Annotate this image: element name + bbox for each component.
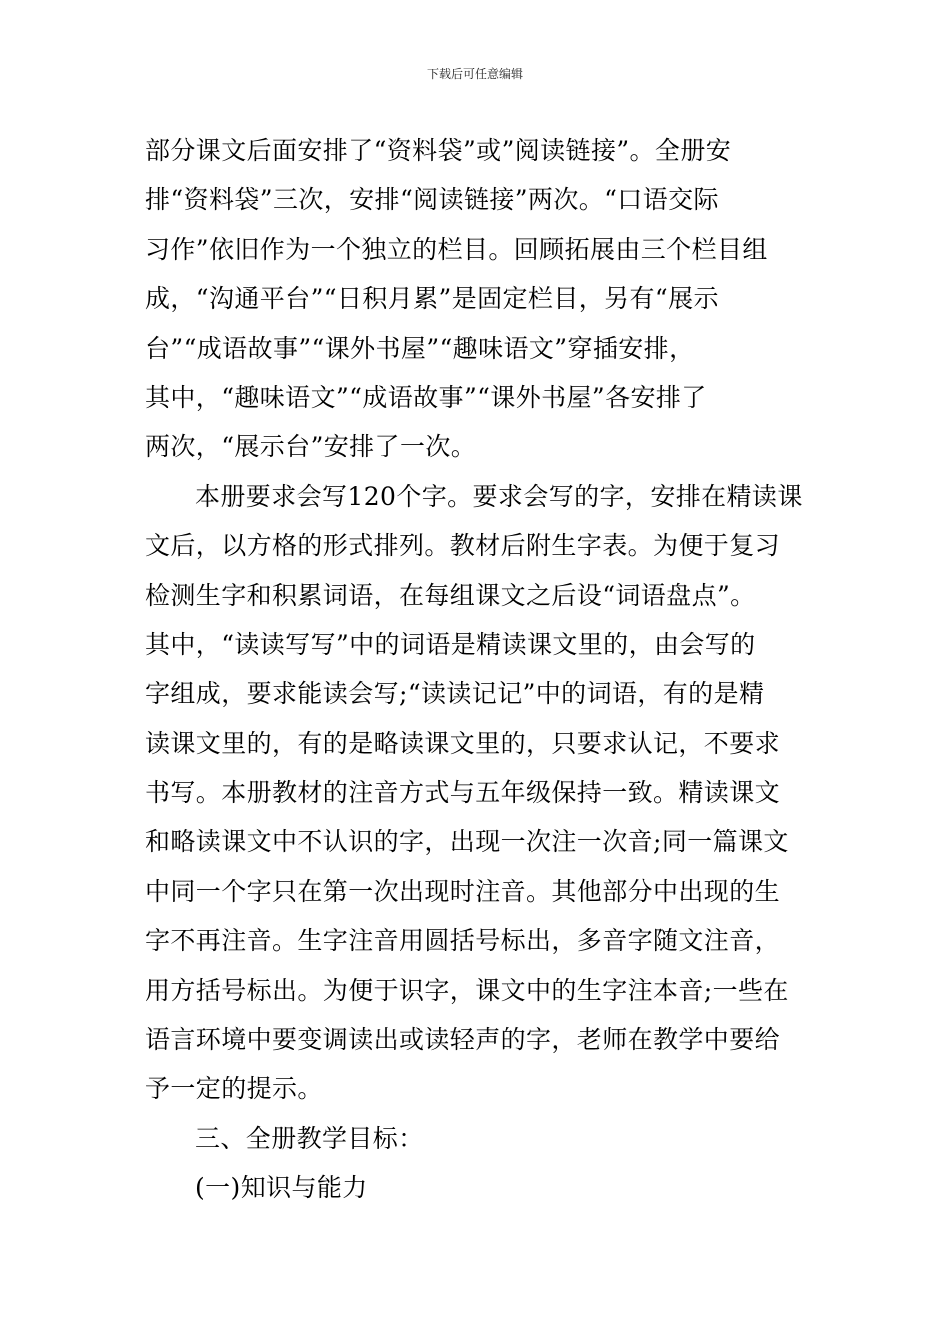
text-line: 排“资料袋”三次，安排“阅读链接”两次。“口语交际 [145,185,719,215]
text-line: 台”“成语故事”“课外书屋”“趣味语文”穿插安排， [145,333,695,363]
text-line: 其中，“读读写写”中的词语是精读课文里的，由会写的 [145,629,756,659]
text-line: 字组成，要求能读会写;“读读记记”中的词语，有的是精 [145,679,765,709]
text-line: 习作”依旧作为一个独立的栏目。回顾拓展由三个栏目组 [145,234,768,264]
text-line: 语言环境中要变调读出或读轻声的字，老师在教学中要给 [145,1025,781,1055]
text-line: 予一定的提示。 [145,1074,323,1104]
text-line: 成，“沟通平台”“日积月累”是固定栏目，另有“展示 [145,284,719,314]
document-body [145,126,810,1213]
page-header-note: 下载后可任意编辑 [426,67,523,81]
paragraph-start-line: 本册要求会写120个字。要求会写的字，安排在精读课 [195,481,803,511]
section-heading: 三、全册教学目标： [195,1123,424,1153]
text-line: 两次，“展示台”安排了一次。 [145,432,477,462]
text-line: 检测生字和积累词语，在每组课文之后设“词语盘点”。 [145,580,756,610]
text-line: 中同一个字只在第一次出现时注音。其他部分中出现的生 [145,876,781,906]
text-line: 其中，“趣味语文”“成语故事”“课外书屋”各安排了 [145,382,707,412]
text-line: 和略读课文中不认识的字，出现一次注一次音;同一篇课文 [145,827,789,857]
text-line: 字不再注音。生字注音用圆括号标出，多音字随文注音， [145,926,781,956]
text-line: 文后，以方格的形式排列。教材后附生字表。为便于复习 [145,531,781,561]
subsection-heading: (一)知识与能力 [195,1173,368,1203]
text-line: 用方括号标出。为便于识字，课文中的生字注本音;一些在 [145,975,789,1005]
text-line: 书写。本册教材的注音方式与五年级保持一致。精读课文 [145,778,781,808]
text-line: 部分课文后面安排了“资料袋”或”阅读链接”。全册安 [145,136,732,165]
text-line: 读课文里的，有的是略读课文里的，只要求认记，不要求 [145,728,781,758]
